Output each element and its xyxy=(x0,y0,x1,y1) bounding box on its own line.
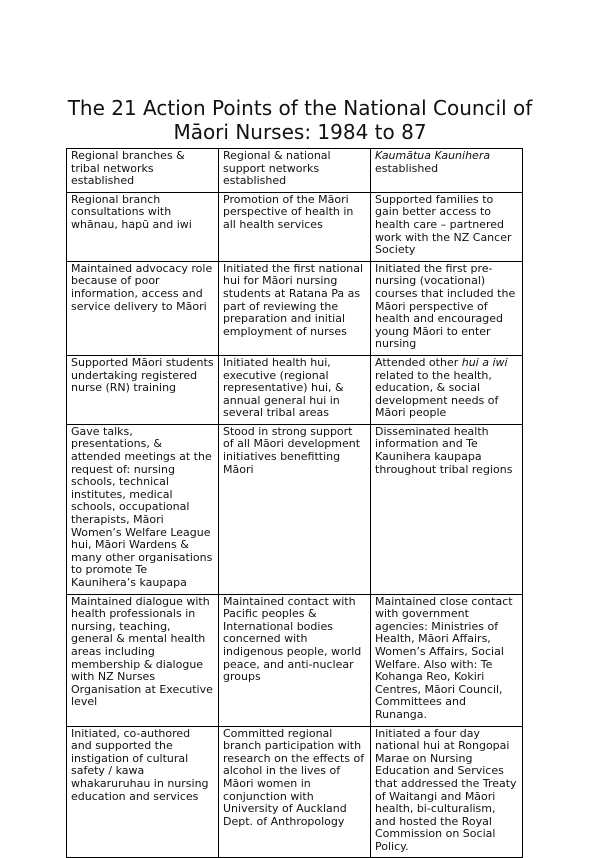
title-line-1: The 21 Action Points of the National Council of xyxy=(67,96,533,120)
table-row xyxy=(67,261,523,355)
table-cell: Stood in strong support of all Māori development initiatives benefitting Māori xyxy=(219,424,371,594)
table-cell: Maintained dialogue with health professionals in nursing, teaching, general & mental health areas including membership & dialogue with NZ Nurses Organisation at Executive level xyxy=(67,594,219,726)
table-cell: Initiated health hui, executive (regional representative) hui, & annual general hui in several tribal areas xyxy=(219,355,371,424)
cell-pre-text: Attended other xyxy=(375,355,462,369)
table-row xyxy=(67,355,523,424)
table-cell: Committed regional branch participation with research on the effects of alcohol in the lives of Māori women in conjunction with University of Auckland Dept. of Anthropology xyxy=(219,726,371,858)
table-cell: Initiated the first pre-nursing (vocational) courses that included the Māori perspective of health and encouraged young Māori to enter nursing xyxy=(371,261,523,355)
table-cell: Initiated the first national hui for Māori nursing students at Ratana Pa as part of reviewing the preparation and initial employment of nurses xyxy=(219,261,371,355)
title-line-2: Māori Nurses: 1984 to 87 xyxy=(173,120,427,144)
table-cell: Maintained close contact with government agencies: Ministries of Health, Māori Affairs, Women’s Affairs, Social Welfare. Also with: Te Kohanga Reo, Kokiri Centres, Māori Council, Committees and Runanga. xyxy=(371,594,523,726)
table-row xyxy=(67,594,523,726)
table-cell: Disseminated health information and Te Kaunihera kaupapa throughout tribal regions xyxy=(371,424,523,594)
cell-italic-text: hui a iwi xyxy=(461,355,508,369)
table-cell: Maintained advocacy role because of poor information, access and service delivery to Māori xyxy=(67,261,219,355)
header-cell-support-networks: Regional & national support networks established xyxy=(219,149,371,193)
table-cell: Initiated, co-authored and supported the instigation of cultural safety / kawa whakaruruhau in nursing education and services xyxy=(67,726,219,858)
table-cell: Supported Māori students undertaking registered nurse (RN) training xyxy=(67,355,219,424)
action-points-table xyxy=(66,148,523,858)
header-cell-regional-branches: Regional branches & tribal networks established xyxy=(67,149,219,193)
cell-rest-text: related to the health, education, & social development needs of Māori people xyxy=(375,368,499,420)
header-rest-text: established xyxy=(375,161,439,175)
header-italic-text: Kaumātua Kaunihera xyxy=(375,149,491,162)
table-cell: Supported families to gain better access to health care – partnered work with the NZ Cancer Society xyxy=(371,192,523,261)
header-cell-kaumatua-kaunihera xyxy=(371,149,523,193)
table-cell: Initiated a four day national hui at Rongopai Marae on Nursing Education and Services that addressed the Treaty of Waitangi and Māori health, bi-culturalism, and hosted the Royal Commission on Social Policy. xyxy=(371,726,523,858)
table-cell: Promotion of the Māori perspective of health in all health services xyxy=(219,192,371,261)
table-row xyxy=(67,424,523,594)
table-header-row xyxy=(67,149,523,193)
table-cell: Regional branch consultations with whānau, hapū and iwi xyxy=(67,192,219,261)
table-cell: Maintained contact with Pacific peoples & International bodies concerned with indigenous people, world peace, and anti-nuclear groups xyxy=(219,594,371,726)
table-row xyxy=(67,726,523,858)
table-cell: Gave talks, presentations, & attended meetings at the request of: nursing schools, technical institutes, medical schools, occupational therapists, Māori Women’s Welfare League hui, Māori Wardens & many other organisations to promote Te Kaunihera’s kaupapa xyxy=(67,424,219,594)
table-row xyxy=(67,192,523,261)
table-cell xyxy=(371,355,523,424)
page-title xyxy=(40,96,560,144)
